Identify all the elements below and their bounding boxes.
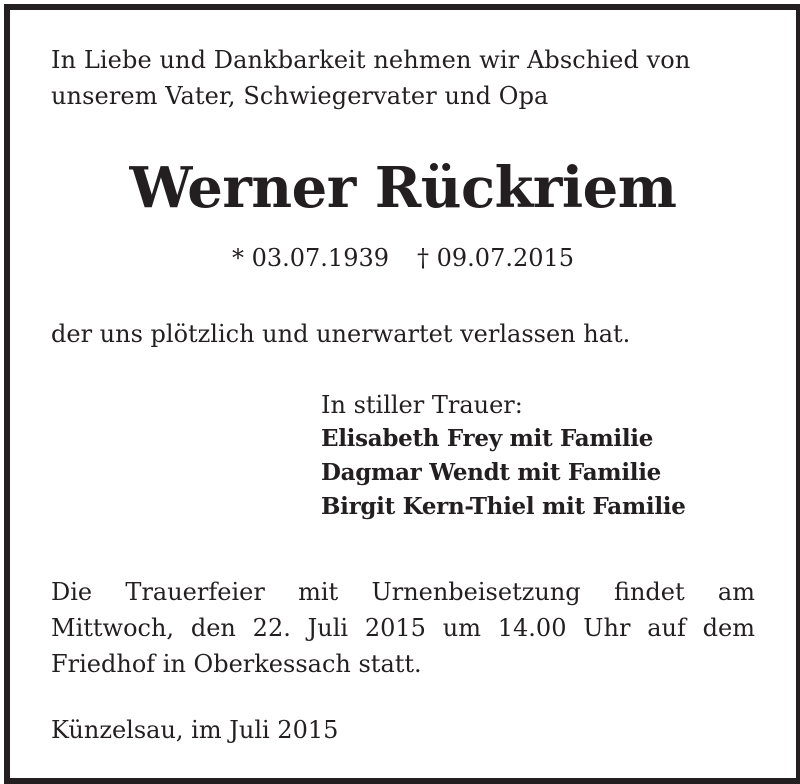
death-date: † 09.07.2015 xyxy=(417,244,575,272)
mourner-name: Dagmar Wendt mit Familie xyxy=(321,459,661,486)
intro-text xyxy=(51,42,755,114)
ceremony-line-3: Friedhof in Oberkessach statt. xyxy=(51,650,422,678)
ceremony-line-1: Die Trauerfeier mit Urnenbeisetzung findet am xyxy=(51,578,755,606)
obituary-frame xyxy=(4,4,800,784)
ceremony-line-2: Mittwoch, den 22. Juli 2015 um 14.00 Uhr auf dem xyxy=(51,614,755,642)
mourner-name: Elisabeth Frey mit Familie xyxy=(321,425,654,452)
departed-text: der uns plötzlich und unerwartet verlassen hat. xyxy=(51,320,631,348)
mourning-heading: In stiller Trauer: xyxy=(321,391,523,419)
deceased-name: Werner Rückriem xyxy=(129,155,677,221)
birth-date: * 03.07.1939 xyxy=(231,244,389,272)
life-dates xyxy=(51,240,755,276)
obituary-content xyxy=(51,10,755,778)
place-date: Künzelsau, im Juli 2015 xyxy=(51,716,339,744)
mourners-block xyxy=(321,388,755,524)
ceremony-text xyxy=(51,574,755,682)
intro-line-1: In Liebe und Dankbarkeit nehmen wir Abschied von xyxy=(51,46,691,74)
mourner-name: Birgit Kern-Thiel mit Familie xyxy=(321,493,686,520)
intro-line-2: unserem Vater, Schwiegervater und Opa xyxy=(51,82,549,110)
